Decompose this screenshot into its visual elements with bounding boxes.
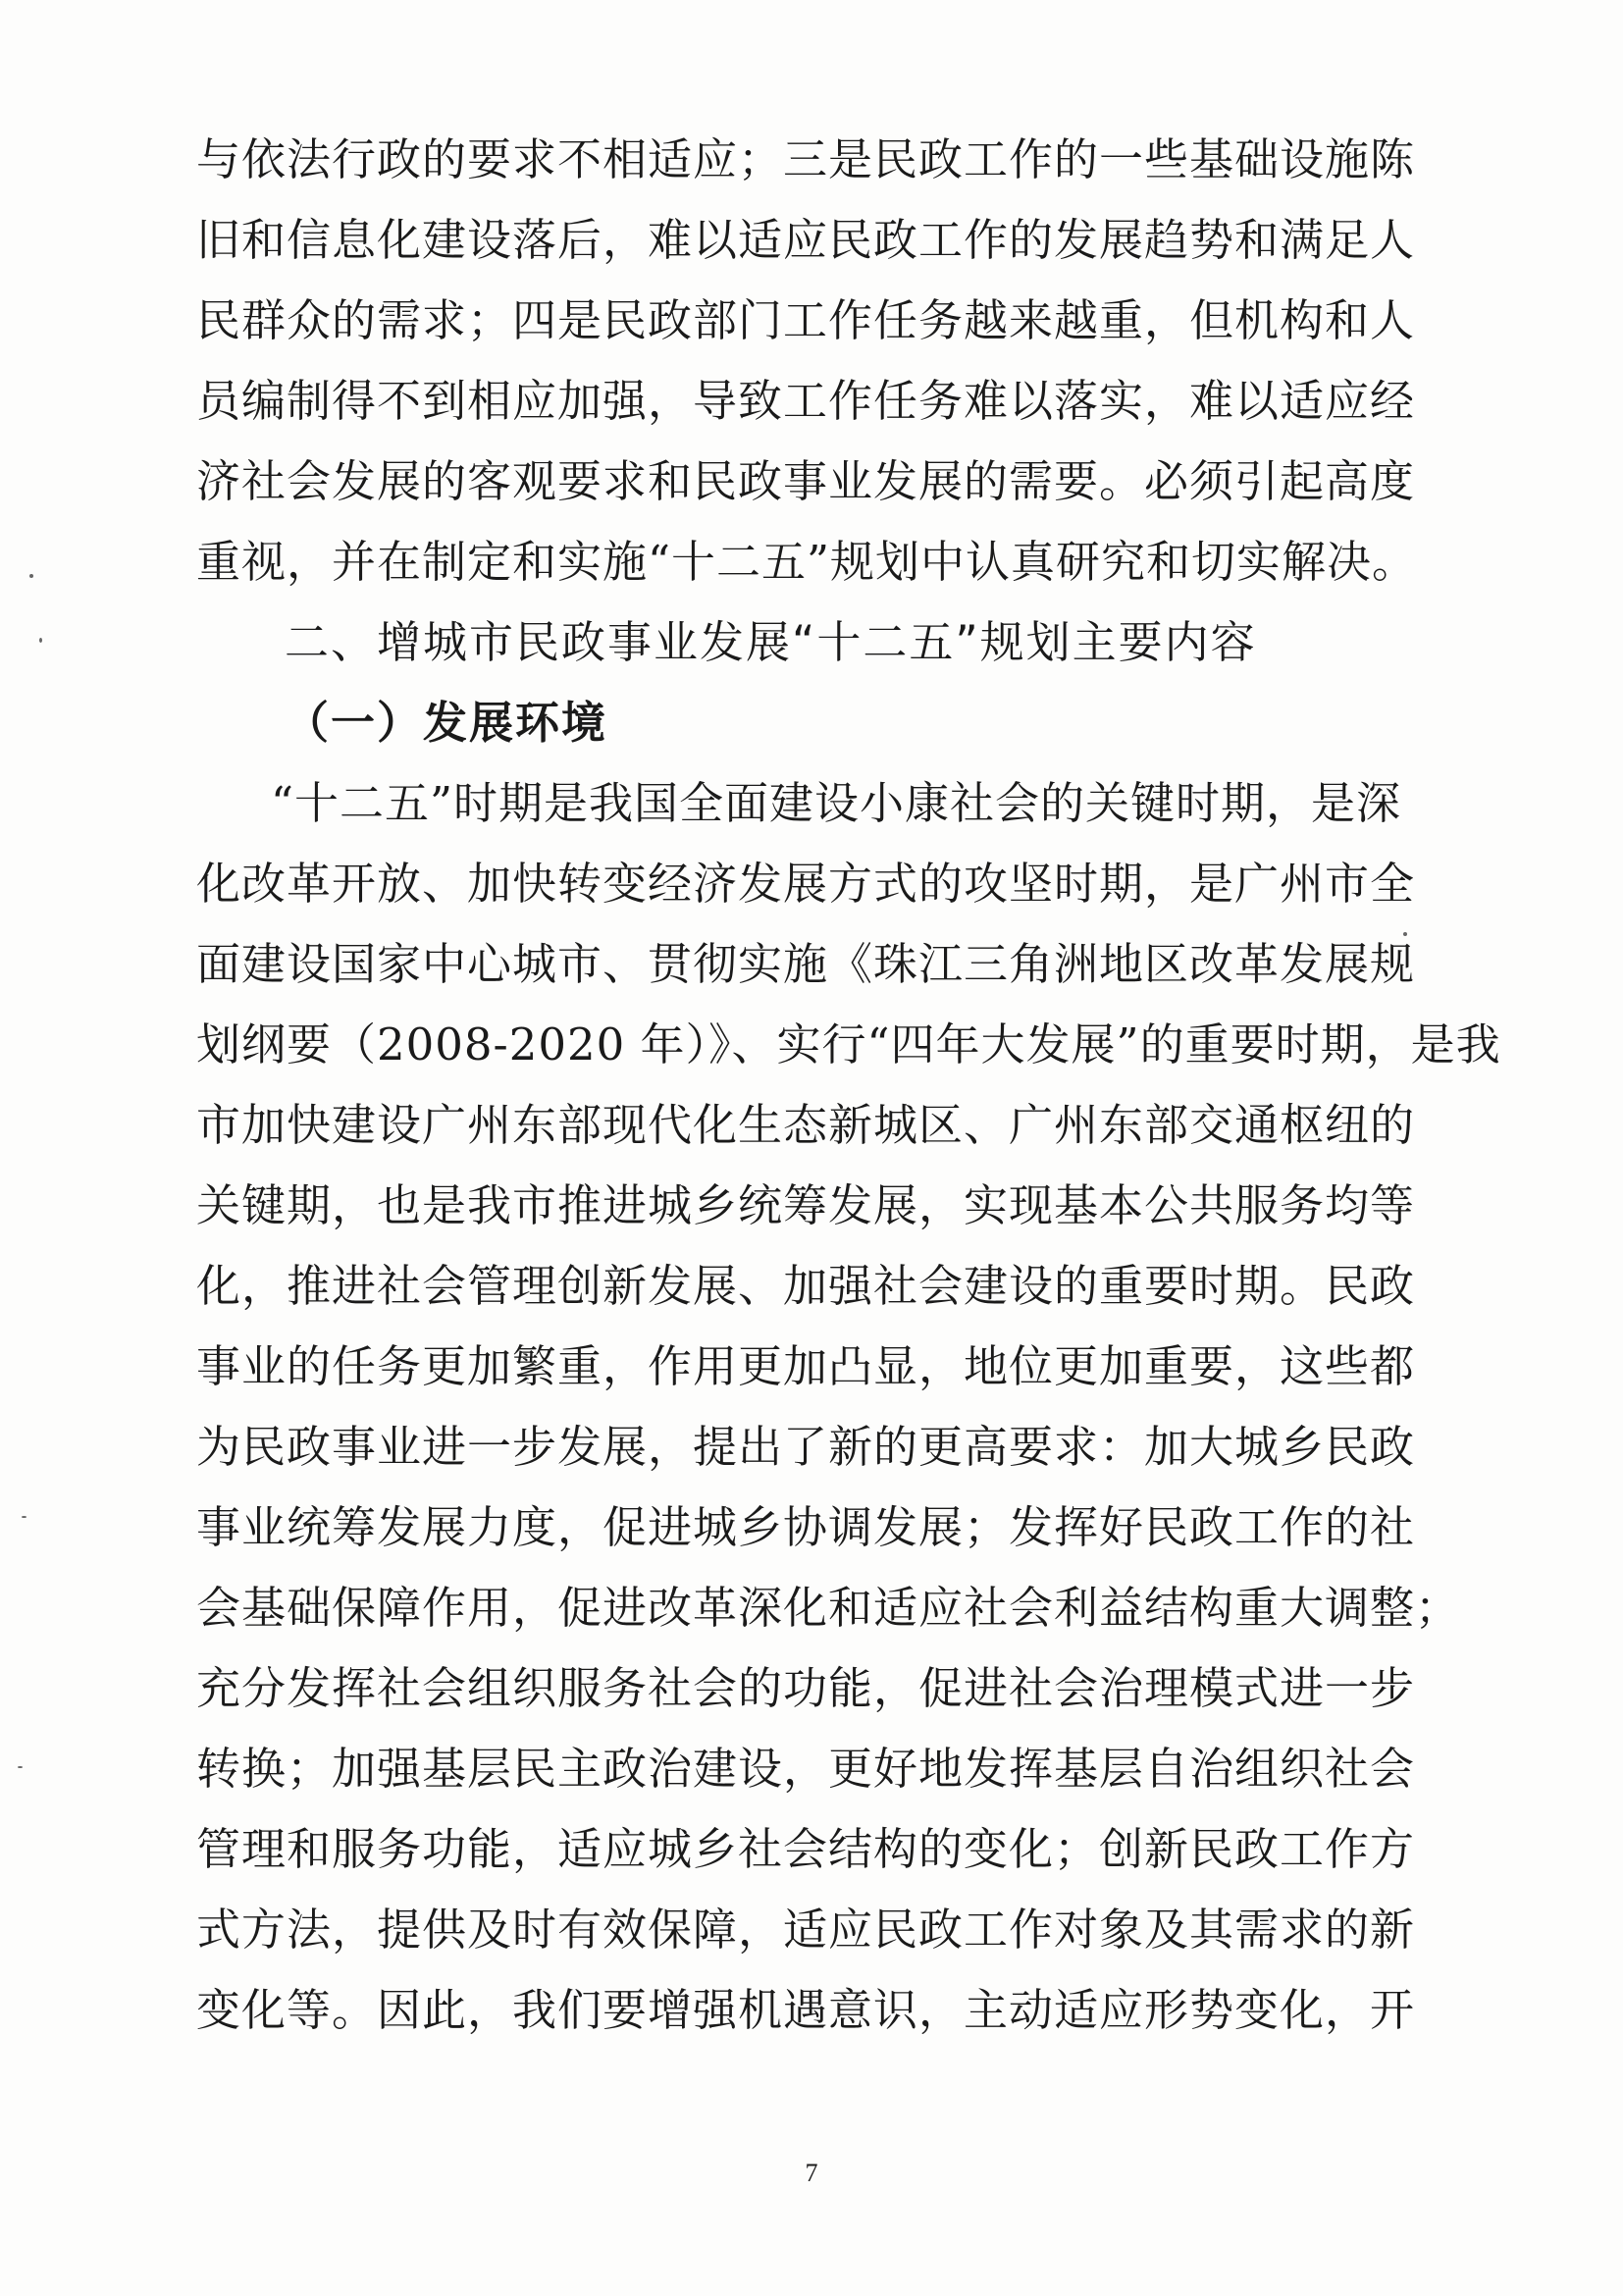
body-text-line: 事业统筹发展力度，促进城乡协调发展；发挥好民政工作的社: [196, 1501, 1416, 1553]
body-text-line: 式方法，提供及时有效保障，适应民政工作对象及其需求的新: [196, 1904, 1416, 1956]
body-text-line: 与依法行政的要求不相适应；三是民政工作的一些基础设施陈: [196, 133, 1416, 185]
body-text-line: 划纲要（2008-2020 年）》、实行“四年大发展”的重要时期，是我: [196, 1018, 1501, 1070]
scan-speck: [39, 638, 42, 643]
body-text-line: 管理和服务功能，适应城乡社会结构的变化；创新民政工作方: [196, 1823, 1416, 1875]
scan-speck: [29, 574, 33, 578]
scan-speck: [18, 1766, 23, 1768]
scan-speck: [1403, 932, 1407, 936]
body-text-line: 旧和信息化建设落后，难以适应民政工作的发展趋势和满足人: [196, 214, 1416, 266]
body-text-line: 面建设国家中心城市、贯彻实施《珠江三角洲地区改革发展规: [196, 938, 1416, 990]
subsection-heading: （一）发展环境: [285, 697, 608, 749]
body-text-line: 民群众的需求；四是民政部门工作任务越来越重，但机构和人: [196, 294, 1416, 346]
body-text-line: 重视，并在制定和实施“十二五”规划中认真研究和切实解决。: [196, 536, 1418, 588]
body-text-line: 转换；加强基层民主政治建设，更好地发挥基层自治组织社会: [196, 1743, 1416, 1795]
body-text-line: 化改革开放、加快转变经济发展方式的攻坚时期，是广州市全: [196, 858, 1416, 910]
page-number: 7: [805, 2159, 818, 2187]
body-text-line: 关键期，也是我市推进城乡统筹发展，实现基本公共服务均等: [196, 1179, 1416, 1231]
body-text-line: 济社会发展的客观要求和民政事业发展的需要。必须引起高度: [196, 455, 1416, 507]
section-heading: 二、增城市民政事业发展“十二五”规划主要内容: [285, 616, 1257, 668]
body-text-line: “十二五”时期是我国全面建设小康社会的关键时期，是深: [271, 777, 1402, 829]
body-text-line: 市加快建设广州东部现代化生态新城区、广州东部交通枢纽的: [196, 1099, 1416, 1151]
body-text-line: 会基础保障作用，促进改革深化和适应社会利益结构重大调整；: [196, 1582, 1461, 1634]
body-text-line: 变化等。因此，我们要增强机遇意识，主动适应形势变化，开: [196, 1984, 1416, 2036]
body-text-line: 为民政事业进一步发展，提出了新的更高要求：加大城乡民政: [196, 1421, 1416, 1473]
body-text-line: 化，推进社会管理创新发展、加强社会建设的重要时期。民政: [196, 1260, 1416, 1312]
body-text-line: 事业的任务更加繁重，作用更加凸显，地位更加重要，这些都: [196, 1340, 1416, 1392]
body-text-line: 员编制得不到相应加强，导致工作任务难以落实，难以适应经: [196, 375, 1416, 427]
scan-speck: [22, 1516, 26, 1518]
body-text-line: 充分发挥社会组织服务社会的功能，促进社会治理模式进一步: [196, 1662, 1416, 1714]
